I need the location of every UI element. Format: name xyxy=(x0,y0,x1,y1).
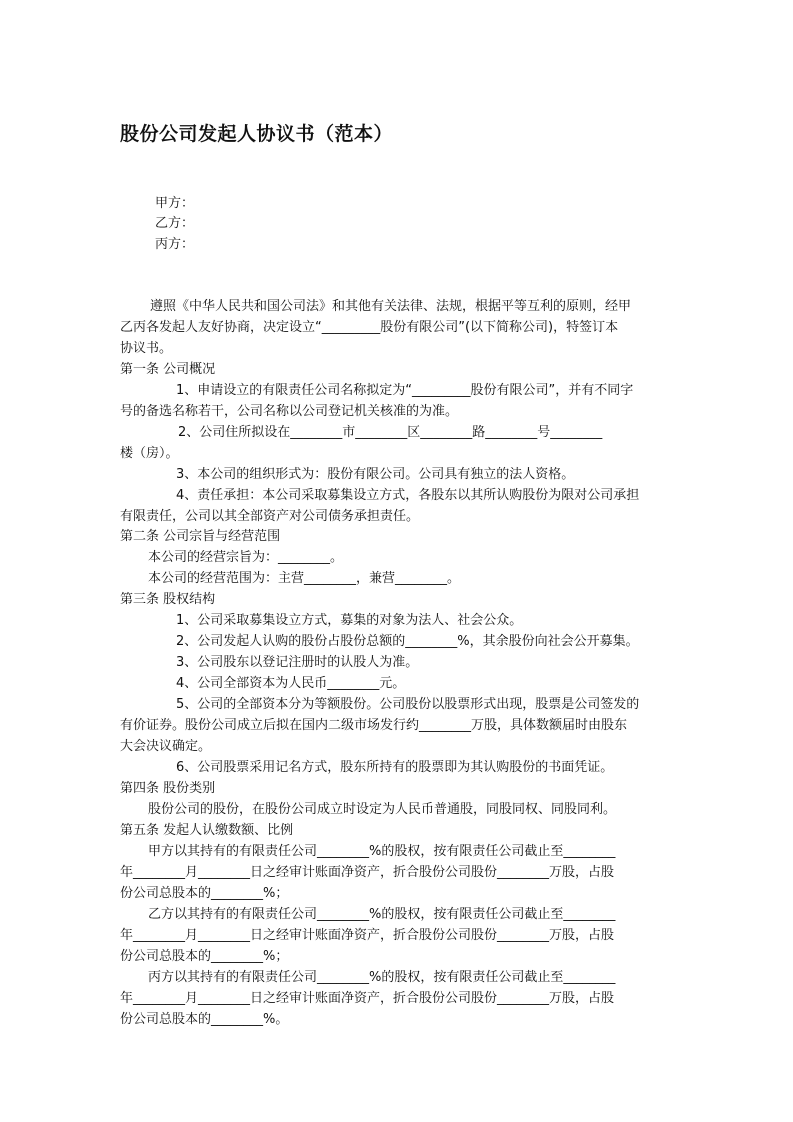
document-title: 股份公司发起人协议书（范本） xyxy=(120,123,394,145)
clause-line: 3、本公司的组织形式为：股份有限公司。公司具有独立的法人资格。 xyxy=(176,467,575,482)
article-heading: 第四条 股份类别 xyxy=(120,781,216,796)
clause-line: 2、公司住所拟设在________市________区________路________号________ xyxy=(178,425,603,440)
clause-line: 6、公司股票采用记名方式，股东所持有的股票即为其认购股份的书面凭证。 xyxy=(176,760,614,775)
party-c-label: 丙方： xyxy=(155,237,195,252)
clause-line: 2、公司发起人认购的股份占股份总额的________%，其余股份向社会公开募集。 xyxy=(176,634,639,649)
clause-line: 4、公司全部资本为人民币________元。 xyxy=(176,676,406,691)
clause-line: 年________月________日之经审计账面净资产，折合股份公司股份________万股，占股 xyxy=(120,991,615,1006)
clause-line: 大会决议确定。 xyxy=(120,739,212,754)
clause-line: 3、公司股东以登记注册时的认股人为准。 xyxy=(176,655,419,670)
preamble-line: 乙丙各发起人友好协商，决定设立“_________股份有限公司”(以下简称公司)，特签订本 xyxy=(120,320,619,335)
clause-line: 份公司总股本的________%； xyxy=(120,886,289,901)
clause-line: 1、申请设立的有限责任公司名称拟定为“_________股份有限公司”，并有不同字 xyxy=(176,383,634,398)
clause-line: 楼（房）。 xyxy=(120,446,179,461)
clause-line: 有限责任，公司以其全部资产对公司债务承担责任。 xyxy=(120,509,420,524)
clause-line: 乙方以其持有的有限责任公司________%的股权，按有限责任公司截止至________ xyxy=(148,907,616,922)
clause-line: 份公司总股本的________%； xyxy=(120,949,289,964)
article-heading: 第一条 公司概况 xyxy=(120,362,216,377)
party-b-label: 乙方： xyxy=(155,216,195,231)
preamble-line: 协议书。 xyxy=(120,341,173,356)
article-heading: 第二条 公司宗旨与经营范围 xyxy=(120,529,281,544)
clause-line: 有价证券。股份公司成立后拟在国内二级市场发行约________万股，具体数额届时由股东 xyxy=(120,718,628,733)
clause-line: 份公司总股本的________%。 xyxy=(120,1012,289,1027)
party-a-label: 甲方： xyxy=(155,196,195,211)
clause-line: 5、公司的全部资本分为等额股份。公司股份以股票形式出现，股票是公司签发的 xyxy=(176,697,640,712)
clause-line: 丙方以其持有的有限责任公司________%的股权，按有限责任公司截止至________ xyxy=(148,970,616,985)
clause-line: 年________月________日之经审计账面净资产，折合股份公司股份________万股，占股 xyxy=(120,865,615,880)
article-heading: 第五条 发起人认缴数额、比例 xyxy=(120,823,294,838)
article-heading: 第三条 股权结构 xyxy=(120,592,216,607)
clause-line: 本公司的经营宗旨为：________。 xyxy=(148,550,344,565)
clause-line: 本公司的经营范围为：主营________，兼营________。 xyxy=(148,571,461,586)
clause-line: 4、责任承担：本公司采取募集设立方式，各股东以其所认购股份为限对公司承担 xyxy=(176,488,640,503)
preamble-line: 遵照《中华人民共和国公司法》和其他有关法律、法规，根据平等互利的原则，经甲 xyxy=(150,299,632,314)
clause-line: 1、公司采取募集设立方式，募集的对象为法人、社会公众。 xyxy=(176,613,523,628)
clause-line: 甲方以其持有的有限责任公司________%的股权，按有限责任公司截止至________ xyxy=(148,844,616,859)
clause-line: 股份公司的股份，在股份公司成立时设定为人民币普通股，同股同权、同股同利。 xyxy=(148,802,617,817)
clause-line: 号的备选名称若干，公司名称以公司登记机关核准的为准。 xyxy=(120,404,459,419)
clause-line: 年________月________日之经审计账面净资产，折合股份公司股份________万股，占股 xyxy=(120,928,615,943)
